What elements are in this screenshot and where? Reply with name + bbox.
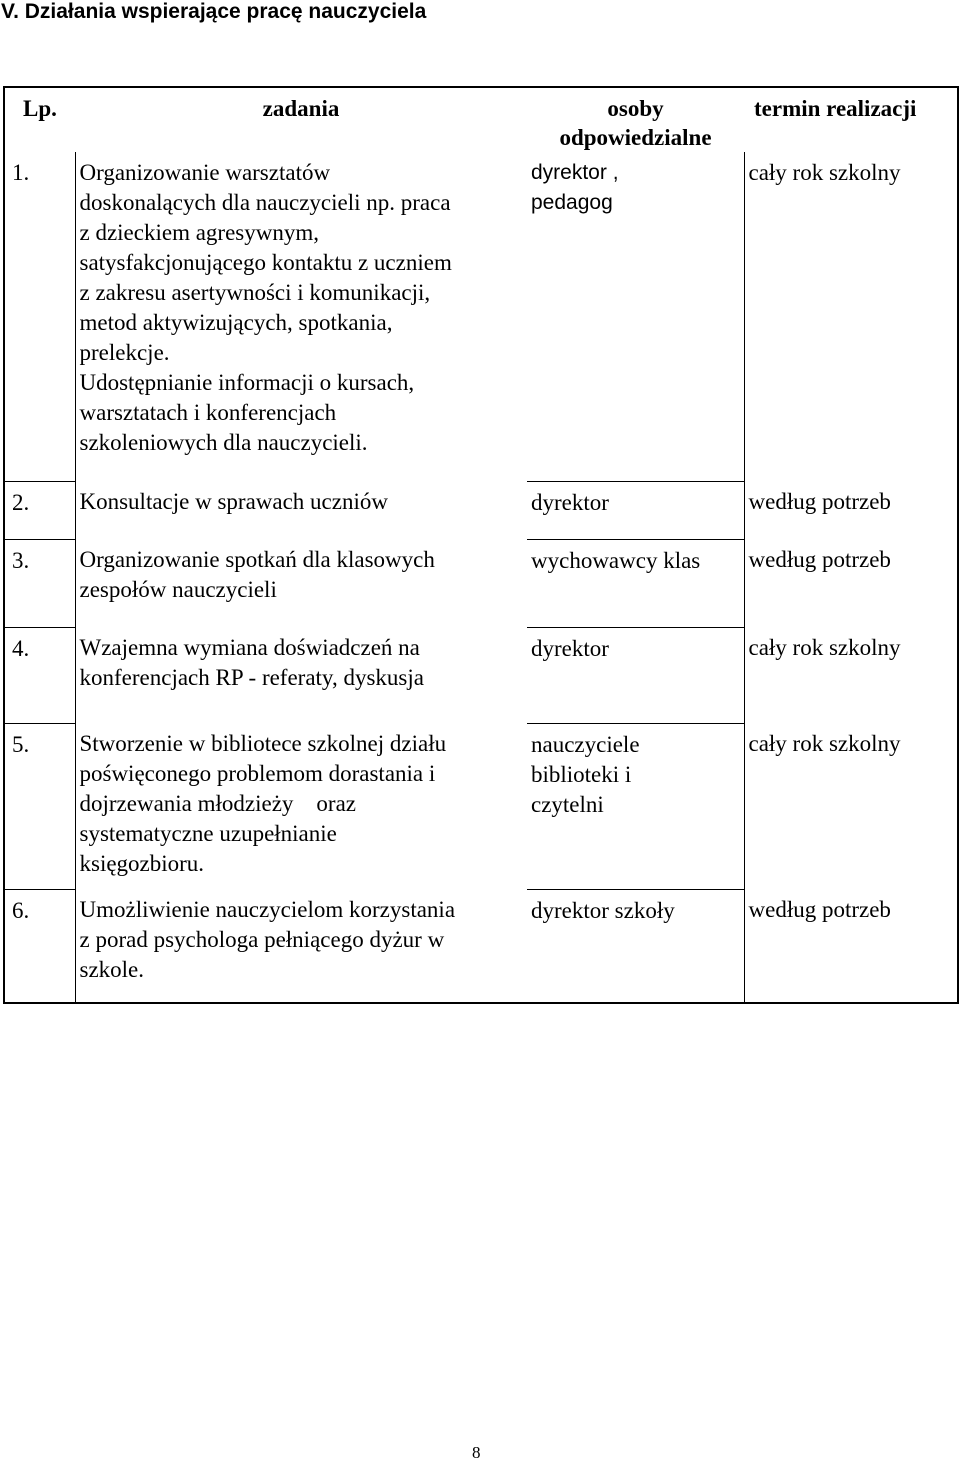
- header-responsible: [527, 88, 744, 152]
- table-header-row: [5, 88, 957, 152]
- row-number: 3.: [5, 539, 75, 627]
- row-task: [75, 889, 527, 1002]
- task-line: szkoleniowych dla nauczycieli.: [79, 430, 368, 455]
- table-row: [5, 152, 957, 481]
- task-line: dojrzewania młodzieży oraz: [79, 791, 357, 816]
- responsible-line: nauczyciele: [531, 731, 640, 757]
- task-line: Udostępnianie informacji o kursach,: [79, 370, 415, 395]
- header-term: termin realizacji: [754, 96, 917, 121]
- table-row: [5, 889, 957, 1002]
- task-line: księgozbioru.: [79, 851, 205, 876]
- task-line: Organizowanie warsztatów: [79, 160, 331, 185]
- task-line: z zakresu asertywności i komunikacji,: [79, 280, 431, 305]
- row-responsible: [527, 152, 744, 481]
- task-line: Wzajemna wymiana doświadczeń na: [79, 635, 420, 660]
- header-responsible-line-2: odpowiedzialne: [559, 125, 712, 150]
- responsible-line: dyrektor ,: [531, 161, 619, 184]
- row-task: [75, 627, 527, 723]
- task-line: Konsultacje w sprawach uczniów: [79, 489, 388, 514]
- task-line: Organizowanie spotkań dla klasowych: [79, 547, 435, 572]
- page-number: 8: [472, 1443, 481, 1462]
- row-responsible: [527, 723, 744, 889]
- task-line: prelekcje.: [79, 340, 170, 365]
- task-line: warsztatach i konferencjach: [79, 400, 337, 425]
- row-responsible: [527, 627, 744, 723]
- responsible-line: dyrektor: [531, 489, 609, 515]
- row-number: 6.: [5, 889, 75, 1002]
- row-term: cały rok szkolny: [748, 635, 901, 660]
- row-number: 2.: [5, 481, 75, 539]
- task-line: metod aktywizujących, spotkania,: [79, 310, 393, 335]
- task-line: z dzieckiem agresywnym,: [79, 220, 319, 245]
- responsible-line: pedagog: [531, 191, 613, 214]
- row-term: według potrzeb: [748, 897, 891, 922]
- task-line: z porad psychologa pełniącego dyżur w: [79, 927, 445, 952]
- responsible-line: wychowawcy klas: [531, 547, 701, 573]
- task-line: Umożliwienie nauczycielom korzystania: [79, 897, 456, 922]
- task-line: poświęconego problemom dorastania i: [79, 761, 436, 786]
- task-line: konferencjach RP - referaty, dyskusja: [79, 665, 424, 690]
- header-responsible-line-1: osoby: [607, 96, 664, 121]
- table-row: [5, 539, 957, 627]
- row-number: 4.: [5, 627, 75, 723]
- table-row: [5, 723, 957, 889]
- responsible-line: biblioteki i: [531, 761, 632, 787]
- task-line: doskonalących dla nauczycieli np. praca: [79, 190, 451, 215]
- task-line: zespołów nauczycieli: [79, 577, 277, 602]
- responsible-line: czytelni: [531, 791, 604, 817]
- row-term: według potrzeb: [748, 489, 891, 514]
- table-row: [5, 481, 957, 539]
- row-term: cały rok szkolny: [748, 731, 901, 756]
- row-task: [75, 152, 527, 481]
- row-term: według potrzeb: [748, 547, 891, 572]
- responsible-line: dyrektor szkoły: [531, 897, 675, 923]
- table-row: [5, 627, 957, 723]
- task-line: szkole.: [79, 957, 145, 982]
- section-heading: V. Działania wspierające pracę nauczyciela: [1, 0, 427, 23]
- task-line: satysfakcjonującego kontaktu z uczniem: [79, 250, 452, 275]
- row-responsible: [527, 889, 744, 1002]
- row-task: [75, 723, 527, 889]
- responsible-line: dyrektor: [531, 635, 609, 661]
- row-number: 5.: [5, 723, 75, 889]
- row-number: 1.: [5, 152, 75, 481]
- row-responsible: [527, 539, 744, 627]
- row-task: [75, 539, 527, 627]
- teacher-support-table: [3, 86, 959, 1004]
- task-line: systematyczne uzupełnianie: [79, 821, 337, 846]
- header-tasks: zadania: [262, 96, 340, 121]
- row-task: [75, 481, 527, 539]
- row-term: cały rok szkolny: [748, 160, 901, 185]
- task-line: Stworzenie w bibliotece szkolnej działu: [79, 731, 447, 756]
- header-lp: Lp.: [23, 96, 57, 121]
- row-responsible: [527, 481, 744, 539]
